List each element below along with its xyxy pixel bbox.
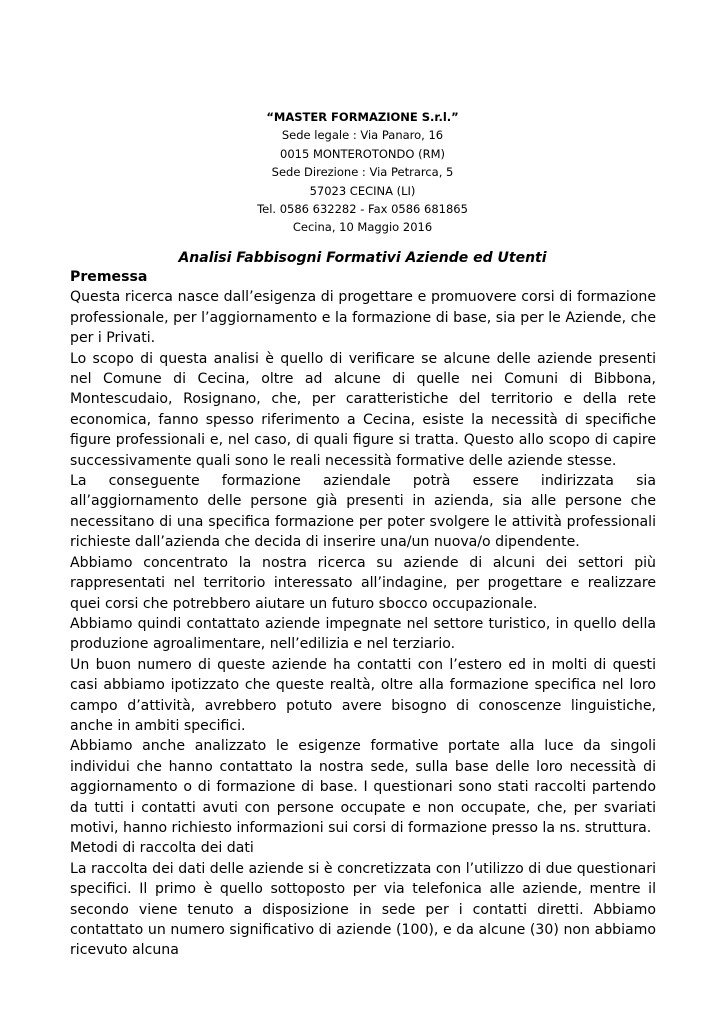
legal-office-city: 0015 MONTEROTONDO (RM) bbox=[280, 146, 445, 161]
letterhead bbox=[0, 108, 725, 237]
paragraph: La raccolta dei dati delle aziende si è concretizzata con l’utilizzo di due questionari specifici. Il primo è quello sottoposto per via telefonica alle aziende, mentre il secondo viene tenuto a disposizione in sede per i contatti diretti. Abbiamo contattato un numero significativo di aziende (100), e da alcune (30) non abbiamo ricevuto alcuna bbox=[70, 860, 656, 959]
direction-office-city: 57023 CECINA (LI) bbox=[309, 183, 416, 198]
paragraph: La conseguente formazione aziendale potrà essere indirizzata sia all’aggiornamento delle persone già presenti in azienda, sia alle persone che necessitano di una specifica formazione per poter svolgere le attività professionali richieste dall’azienda che decida di inserire una/un nuova/o dipendente. bbox=[70, 473, 656, 551]
document-title: Analisi Fabbisogni Formativi Aziende ed Utenti bbox=[178, 250, 547, 266]
paragraph: Abbiamo concentrato la nostra ricerca su aziende di alcuni dei settori più rappresentati nel territorio interessato all’indagine, per progettare e realizzare quei corsi che potrebbero aiutare un futuro sbocco occupazionale. bbox=[70, 554, 656, 612]
paragraph: Abbiamo quindi contattato aziende impegnate nel settore turistico, in quello della produzione agroalimentare, nell’edilizia e nel terziario. bbox=[70, 615, 656, 653]
company-name: “MASTER FORMAZIONE S.r.l.” bbox=[266, 110, 459, 124]
paragraph: Un buon numero di queste aziende ha contatti con l’estero ed in molti di questi casi abbiamo ipotizzato che queste realtà, oltre alla formazione specifica nel loro campo d’attività, avrebbero potuto avere bisogno di conoscenze linguistiche, anche in ambiti specifici. bbox=[70, 656, 656, 734]
section-heading-premessa: Premessa bbox=[70, 269, 148, 285]
document-body bbox=[70, 267, 656, 961]
paragraph: Questa ricerca nasce dall’esigenza di progettare e promuovere corsi di formazione professionale, per l’aggiornamento e la formazione di base, sia per le Aziende, che per i Privati. bbox=[70, 289, 656, 347]
legal-office-address: Sede legale : Via Panaro, 16 bbox=[281, 128, 444, 143]
section-heading-metodi: Metodi di raccolta dei dati bbox=[70, 840, 254, 857]
phone-fax: Tel. 0586 632282 - Fax 0586 681865 bbox=[257, 202, 468, 217]
paragraph: Abbiamo anche analizzato le esigenze formative portate alla luce da singoli individui che hanno contattato la nostra sede, sulla base delle loro necessità di aggiornamento o di formazione di base. I questionari sono stati raccolti partendo da tutti i contatti avuti con persone occupate e non occupate, che, per svariati motivi, hanno richiesto informazioni sui corsi di formazione presso la ns. struttura. bbox=[70, 738, 656, 836]
paragraph: Lo scopo di questa analisi è quello di verificare se alcune delle aziende presenti nel Comune di Cecina, oltre ad alcune di quelle nei Comuni di Bibbona, Montescudaio, Rosignano, che, per caratteristiche del territorio e della rete economica, fanno spesso riferimento a Cecina, esiste la necessità di specifiche figure professionali e, nel caso, di quali figure si tratta. Questo allo scopo di capire successivamente quali sono le reali necessità formative delle aziende stesse. bbox=[70, 350, 656, 469]
document-date: Cecina, 10 Maggio 2016 bbox=[292, 220, 433, 235]
direction-office-address: Sede Direzione : Via Petrarca, 5 bbox=[271, 165, 454, 180]
